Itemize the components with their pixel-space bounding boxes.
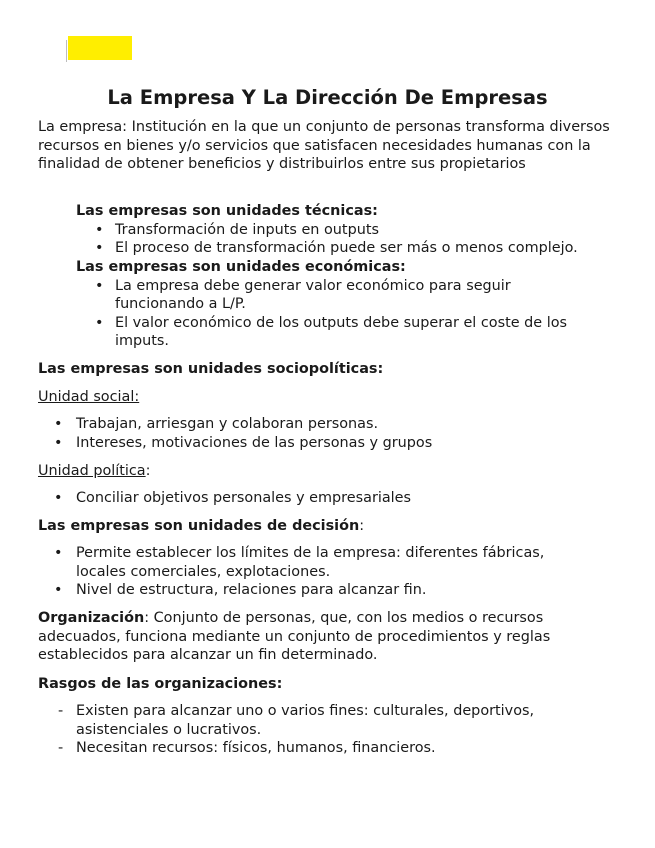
highlight-mark xyxy=(68,36,132,60)
list-item: • El valor económico de los outputs debe superar el coste de los imputs. xyxy=(38,314,595,351)
unidad-politica-line xyxy=(38,462,618,481)
list-item: • La empresa debe generar valor económico para seguir funcionando a L/P. xyxy=(38,277,570,314)
cursor-mark xyxy=(66,40,67,62)
list-item: • Nivel de estructura, relaciones para alcanzar fin. xyxy=(38,581,618,600)
social-list xyxy=(38,415,618,452)
economicas-list xyxy=(38,277,598,351)
section-tecnicas xyxy=(38,202,618,258)
page-title: La Empresa Y La Dirección De Empresas xyxy=(107,86,548,109)
list-item: • Permite establecer los límites de la empresa: diferentes fábricas, locales comerciales, explotaciones. xyxy=(38,544,576,581)
politica-list xyxy=(38,489,618,508)
tecnicas-list xyxy=(38,221,618,258)
decision-colon: : xyxy=(359,518,365,534)
section-economicas xyxy=(38,258,618,351)
list-item: • Conciliar objetivos personales y empresariales xyxy=(38,489,618,508)
unidad-social-label: Unidad social: xyxy=(38,389,140,405)
unidad-politica-colon: : xyxy=(145,463,151,479)
list-item: • Transformación de inputs en outputs xyxy=(38,221,618,240)
sociopoliticas-heading: Las empresas son unidades sociopolíticas: xyxy=(38,361,384,377)
rasgos-list xyxy=(38,702,618,758)
decision-list xyxy=(38,544,618,600)
tecnicas-heading: Las empresas son unidades técnicas: xyxy=(76,203,378,219)
organizacion-term: Organización xyxy=(38,610,145,626)
decision-heading: Las empresas son unidades de decisión xyxy=(38,518,360,534)
organizacion-definition: : Conjunto de personas, que, con los medios o recursos adecuados, funciona mediante un conjunto de procedimientos y reglas establecidos para alcanzar un fin determinado. xyxy=(38,610,551,663)
list-item: • Trabajan, arriesgan y colaboran personas. xyxy=(38,415,618,434)
list-item: • El proceso de transformación puede ser más o menos complejo. xyxy=(38,239,618,258)
unidad-politica-label: Unidad política xyxy=(38,463,146,479)
decision-heading-line xyxy=(38,517,618,536)
organizacion-paragraph xyxy=(38,609,618,665)
intro-paragraph: La empresa: Institución en la que un conjunto de personas transforma diversos recursos en bienes y/o servicios que satisfacen necesidades humanas con la finalidad de obtener beneficios y distribuirlos entre sus propietarios xyxy=(38,119,610,172)
list-item: • Intereses, motivaciones de las personas y grupos xyxy=(38,434,618,453)
rasgos-heading: Rasgos de las organizaciones: xyxy=(38,676,283,692)
economicas-heading: Las empresas son unidades económicas: xyxy=(76,259,406,275)
list-item: - Necesitan recursos: físicos, humanos, financieros. xyxy=(38,739,618,758)
list-item: - Existen para alcanzar uno o varios fines: culturales, deportivos, asistenciales o lucrativos. xyxy=(38,702,576,739)
